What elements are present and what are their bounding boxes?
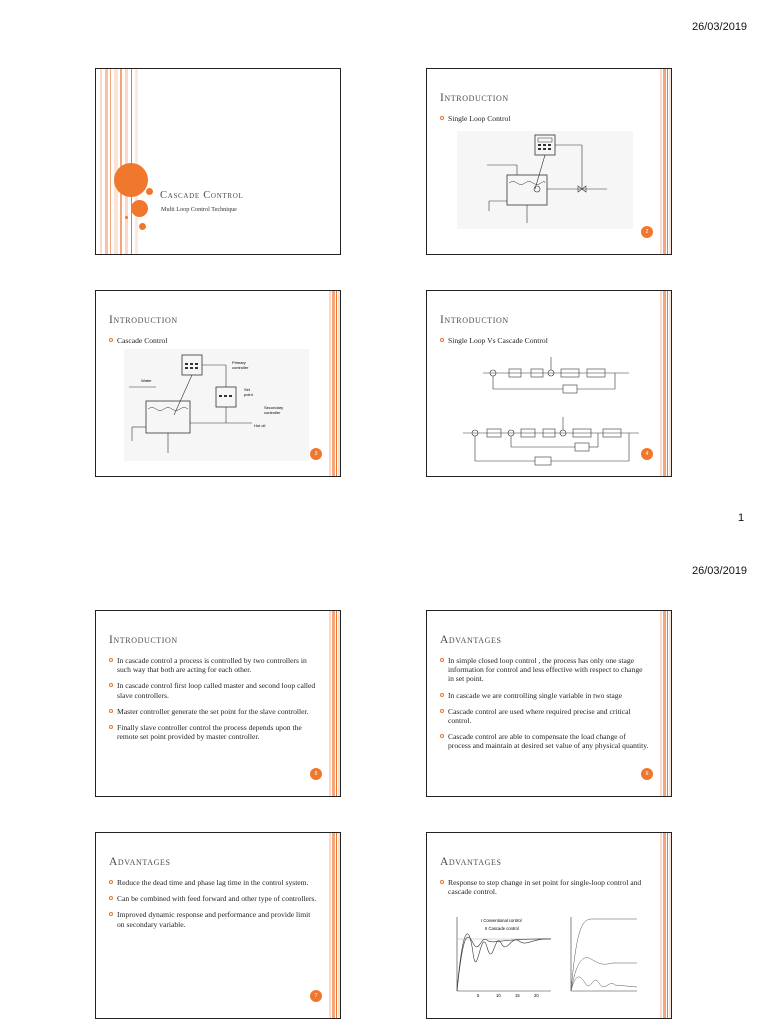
- slide-heading: Introduction: [440, 92, 509, 104]
- secondary-label-1: Secondary: [264, 405, 284, 410]
- bullet-item: Finally slave controller control the process depends upon the remote set point provided by master controller.: [109, 723, 319, 741]
- stripe-band: [96, 69, 144, 254]
- bullet-item: Single Loop Vs Cascade Control: [440, 336, 650, 345]
- slide-title: Cascade Control: [160, 190, 244, 201]
- setpoint-label-1: Set: [244, 387, 251, 392]
- x-tick: 15: [515, 993, 520, 998]
- page-number: 1: [738, 512, 745, 524]
- bullet-list: [109, 878, 319, 936]
- bullet-item: In simple closed loop control , the process has only one stage information for control and less effective with respect to change in set point.: [440, 656, 650, 684]
- slide-title-cascade[interactable]: [95, 68, 341, 255]
- circle-large: [114, 163, 148, 197]
- bullet-icon: [109, 658, 113, 662]
- hot-oil-label: Hot oil: [254, 423, 266, 428]
- bullet-list: [440, 656, 650, 758]
- stripe-band: [329, 291, 340, 476]
- x-tick: 10: [496, 993, 501, 998]
- bullet-icon: [440, 693, 444, 697]
- slide-introduction-text[interactable]: [95, 610, 341, 797]
- bullet-icon: [440, 880, 444, 884]
- cascade-control-diagram: [124, 349, 309, 461]
- slide-heading: Introduction: [440, 314, 509, 326]
- bullet-icon: [109, 338, 113, 342]
- slide-number-badge: 5: [310, 768, 322, 780]
- slide-advantages-2[interactable]: [95, 832, 341, 1019]
- bullet-icon: [109, 725, 113, 729]
- x-tick: 20: [534, 993, 539, 998]
- page-date: 26/03/2019: [692, 565, 748, 577]
- secondary-label-2: controller: [264, 410, 281, 415]
- slide-heading: Introduction: [109, 634, 178, 646]
- slide-number-badge: 2: [641, 226, 653, 238]
- slide-advantages-1[interactable]: [426, 610, 672, 797]
- bullet-icon: [109, 709, 113, 713]
- block-diagram: [453, 349, 649, 467]
- stripe-band: [329, 833, 340, 1018]
- bullet-item: Cascade control are able to compensate the load change of process and maintain at desired set value of any physical quantity.: [440, 732, 650, 750]
- bullet-item: In cascade control a process is controlled by two controllers in such way that both are acting for each other.: [109, 656, 319, 674]
- stripe-band: [660, 611, 671, 796]
- slide-heading: Advantages: [440, 634, 502, 646]
- bullet-item: Single Loop Control: [440, 114, 650, 123]
- bullet-item: In cascade control first loop called master and second loop called slave controllers.: [109, 681, 319, 699]
- slide-heading: Advantages: [440, 856, 502, 868]
- stripe-band: [329, 611, 340, 796]
- single-loop-diagram: [457, 131, 633, 229]
- slide-single-loop[interactable]: [426, 68, 672, 255]
- bullet-icon: [440, 658, 444, 662]
- step-response-plot-left: [441, 913, 553, 999]
- slide-heading: Introduction: [109, 314, 178, 326]
- bullet-icon: [109, 912, 113, 916]
- bullet-icon: [440, 338, 444, 342]
- legend-conventional: I Conventional control: [481, 918, 522, 923]
- slide-advantages-3[interactable]: [426, 832, 672, 1019]
- slide-heading: Advantages: [109, 856, 171, 868]
- circle-tiny: [139, 223, 146, 230]
- bullet-icon: [440, 709, 444, 713]
- stripe-band: [660, 833, 671, 1018]
- slide-subtitle: Multi Loop Control Technique: [161, 206, 237, 213]
- page-date: 26/03/2019: [692, 21, 748, 33]
- bullet-list: [440, 878, 650, 903]
- slide-cascade-control[interactable]: [95, 290, 341, 477]
- legend-cascade: II Cascade control: [485, 926, 519, 931]
- bullet-item: Cascade control are used where required precise and critical control.: [440, 707, 650, 725]
- water-label: Water: [141, 378, 152, 383]
- bullet-item: Improved dynamic response and performance and provide limit on secondary variable.: [109, 910, 319, 928]
- primary-label-2: controller: [232, 365, 249, 370]
- slide-number-badge: 6: [641, 768, 653, 780]
- stripe-band: [660, 69, 671, 254]
- bullet-list: [440, 114, 650, 130]
- step-response-plot-right: [563, 913, 639, 999]
- bullet-item: In cascade we are controlling single variable in two stage: [440, 691, 650, 700]
- circle-dot: [125, 216, 128, 219]
- bullet-item: Master controller generate the set point for the slave controller.: [109, 707, 319, 716]
- bullet-icon: [109, 896, 113, 900]
- bullet-list: [109, 656, 319, 748]
- bullet-icon: [109, 683, 113, 687]
- slide-single-vs-cascade[interactable]: [426, 290, 672, 477]
- bullet-item: Cascade Control: [109, 336, 319, 345]
- slide-number-badge: 3: [310, 448, 322, 460]
- stripe-band: [660, 291, 671, 476]
- slide-number-badge: 7: [310, 990, 322, 1002]
- bullet-icon: [440, 734, 444, 738]
- primary-label-1: Primary: [232, 360, 246, 365]
- circle-small: [146, 188, 153, 195]
- bullet-item: Can be combined with feed forward and other type of controllers.: [109, 894, 319, 903]
- bullet-item: Reduce the dead time and phase lag time in the control system.: [109, 878, 319, 887]
- bullet-icon: [109, 880, 113, 884]
- slide-number-badge: 4: [641, 448, 653, 460]
- bullet-item: Response to step change in set point for single-loop control and cascade control.: [440, 878, 650, 896]
- x-tick: 5: [477, 993, 480, 998]
- bullet-icon: [440, 116, 444, 120]
- setpoint-label-2: point: [244, 392, 253, 397]
- circle-medium: [131, 200, 148, 217]
